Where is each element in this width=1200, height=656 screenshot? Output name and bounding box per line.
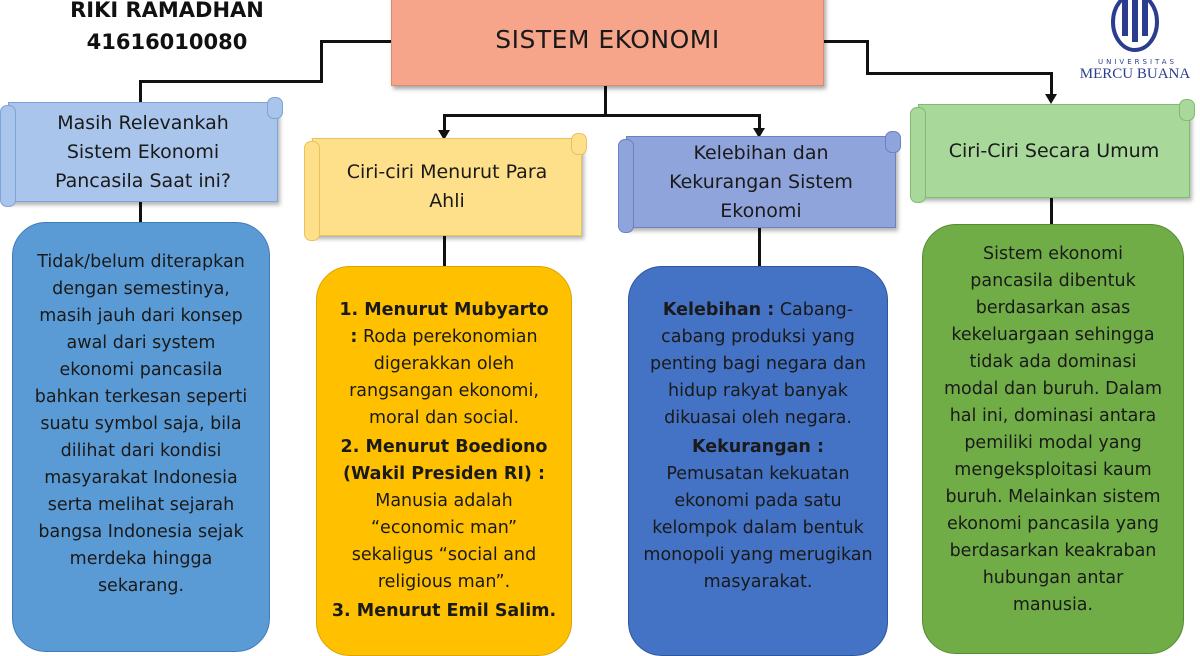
heading-text: Ciri-ciri Menurut Para Ahli — [346, 161, 548, 212]
disadvantage-body: Pemusatan kekuatan ekonomi pada satu kelompok dalam bentuk monopoli yang merugikan masyarakat. — [643, 464, 873, 592]
connector — [758, 226, 761, 266]
logo-name: MERCU BUANA — [1079, 66, 1191, 82]
heading-text: Masih Relevankah Sistem Ekonomi Pancasila Saat ini? — [54, 111, 232, 192]
connector — [822, 40, 868, 43]
university-logo — [1070, 0, 1200, 92]
connector — [140, 80, 323, 83]
advantage-label: Kelebihan : — [662, 300, 775, 320]
logo-subtitle: UNIVERSITAS — [1098, 58, 1177, 66]
branch-heading-relevance — [8, 102, 278, 202]
connector — [322, 40, 392, 43]
connector — [139, 200, 142, 222]
connector — [443, 236, 446, 266]
expert-3-title: 3. Menurut Emil Salim. — [331, 601, 557, 621]
page-title: SISTEM EKONOMI — [495, 24, 720, 54]
connector — [866, 72, 1052, 75]
branch-heading-experts — [312, 138, 582, 236]
advantage-body: Cabang-cabang produksi yang penting bagi negara dan hidup rakyat banyak dikuasai oleh negara. — [650, 300, 866, 428]
central-topic — [391, 0, 824, 86]
connector — [320, 40, 323, 82]
connector — [139, 80, 142, 102]
heading-text: Ciri-Ciri Secara Umum — [948, 139, 1160, 162]
connector — [1050, 196, 1053, 224]
arrow-down-icon — [1045, 94, 1057, 104]
branch-card-experts — [316, 266, 572, 656]
connector — [443, 114, 761, 117]
expert-1-separator: : — [350, 327, 358, 347]
disadvantage-label: Kekurangan : — [691, 437, 824, 457]
mercu-buana-logo-icon — [1070, 0, 1200, 58]
branch-heading-pros-cons — [626, 136, 896, 228]
connector — [1050, 72, 1053, 96]
branch-heading-general — [918, 104, 1190, 198]
expert-1-title: 1. Menurut Mubyarto — [339, 300, 549, 320]
connector — [604, 84, 607, 116]
branch-card-relevance — [12, 222, 270, 652]
author-id: 41616010080 — [86, 30, 248, 54]
expert-2-title: 2. Menurut Boediono (Wakil Presiden RI) : — [340, 437, 548, 484]
expert-1-body: Roda perekonomian digerakkan oleh rangsangan ekonomi, moral dan social. — [349, 327, 539, 428]
heading-text: Kelebihan dan Kekurangan Sistem Ekonomi — [669, 141, 853, 222]
author-block — [62, 0, 272, 58]
expert-2-body: Manusia adalah “economic man” sekaligus “social and religious man”. — [351, 491, 537, 592]
branch-card-pros-cons — [628, 266, 888, 656]
author-name: RIKI RAMADHAN — [70, 0, 264, 22]
card-body: Tidak/belum diterapkan dengan semestinya, masih jauh dari konsep awal dari system ekonomi pancasila bahkan terkesan seperti suatu symbol saja, bila dilihat dari kondisi masyarakat Indonesia serta melihat sejarah bangsa Indonesia sejak merdeka hingga sekarang. — [34, 252, 248, 596]
connector — [866, 40, 869, 74]
card-body: Sistem ekonomi pancasila dibentuk berdasarkan asas kekeluargaan sehingga tidak ada dominasi modal dan buruh. Dalam hal ini, dominasi antara pemiliki modal yang mengeksploitasi kaum buruh. Melainkan sistem ekonomi pancasila yang berdasarkan keakraban hubungan antar manusia. — [943, 244, 1163, 615]
branch-card-general — [922, 224, 1184, 654]
